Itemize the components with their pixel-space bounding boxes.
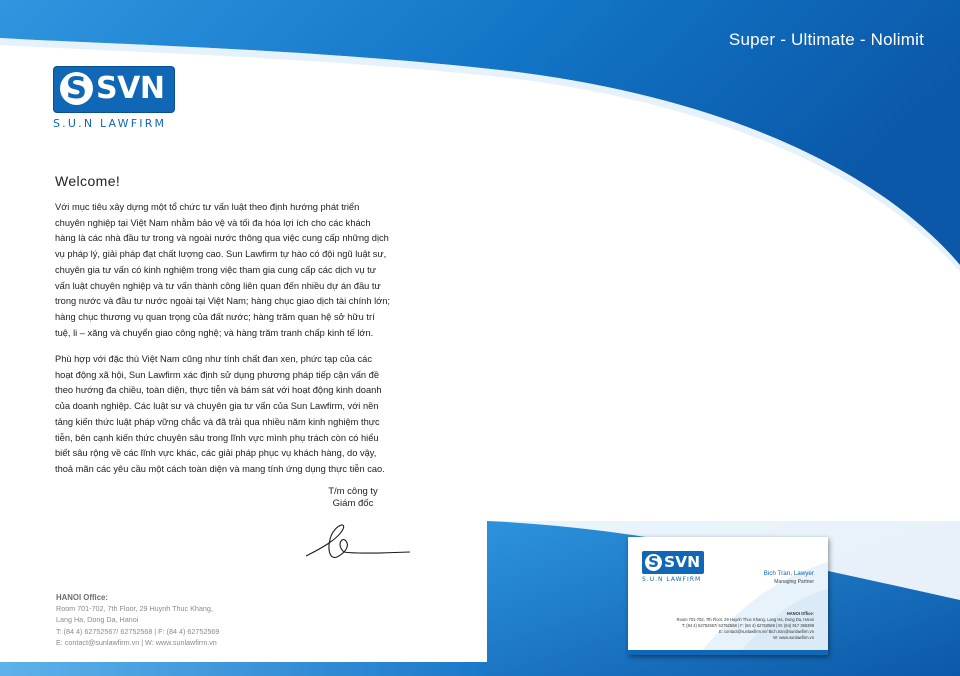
logo-badge — [53, 66, 175, 113]
card-logo-subtitle: S.U.N LAWFIRM — [642, 576, 702, 583]
sign-title: T/m công ty — [328, 486, 378, 497]
business-card — [628, 537, 828, 655]
card-logo-word: SVN — [664, 553, 701, 571]
tagline: Super - Ultimate - Nolimit — [728, 30, 924, 49]
card-contact-name — [764, 570, 814, 586]
svn-logo — [53, 66, 175, 130]
card-web: W: www.sunlawfirm.vn — [773, 634, 814, 640]
office-line-4: E: contact@sunlawfirm.vn | W: www.sunlawfirm.vn — [56, 637, 217, 647]
card-logo-badge — [642, 551, 704, 574]
card-logo-letter: S — [648, 553, 659, 571]
letter-paragraph-2: Phù hợp với đặc thù Việt Nam cũng như tính chất đan xen, phức tạp của các hoạt động xã hội, Sun Lawfirm xác định sử dụng phương pháp tiếp cận vấn đề theo hướng đa chiều, toàn diện, thực tiễn và bám sát với hoạt động kinh doanh của doanh nghiệp. Các luật sư và chuyên gia tư vấn của Sun Lawfirm, với nền tảng kiến thức luật pháp vững chắc và đã trải qua nhiều năm kinh nghiệm thực tiễn, bên cạnh kiến thức chuyên sâu trong lĩnh vực mình phụ trách còn có hiểu biết sâu rộng về các lĩnh vực khác, các giải pháp phục vụ khách hàng, do vậy, thoả mãn các yêu cầu một cách toàn diện và mang tính ứng dụng thực tiễn cao. — [55, 354, 385, 474]
office-line-3: T: (84 4) 62752567/ 62752568 | F: (84 4) 62752569 — [56, 626, 220, 636]
letter-paragraph-1: Với mục tiêu xây dựng một tổ chức tư vấn luật theo định hướng phát triển chuyên nghiệp tại Việt Nam nhằm bảo vệ và tối đa hóa lợi ích cho các khách hàng là các nhà đầu tư trong và ngoài nước thông qua việc cung cấp những dịch vụ pháp lý, giải pháp đạt chất lượng cao. Sun Lawfirm tự hào có đội ngũ luật sư, chuyên gia tư vấn có kinh nghiệm trong việc tham gia cung cấp các dịch vụ tư vấn luật chuyên nghiệp và tư vấn thành công liên quan đến nhiều dự án đầu tư trong nước và đầu tư nước ngoài tại Việt Nam; hàng chục giao dịch tài chính lớn; hàng chục thương vụ quan trọng của đất nước; hàng trăm quan hệ sở hữu trí tuệ, li – xăng và chuyển giao công nghệ; và hàng trăm tranh chấp kinh tế lớn. — [55, 202, 390, 338]
card-phones: T: (84 4) 62752567/ 62752568 | F: (84 4) 62752569 | M: (84) 917 366399 — [681, 622, 814, 628]
signature-block — [318, 486, 388, 510]
logo-word: SVN — [96, 71, 165, 106]
office-title: HANOI Office: — [56, 593, 108, 602]
logo-letter: S — [66, 71, 87, 105]
logo-subtitle: S.U.N LAWFIRM — [53, 117, 167, 130]
office-address — [56, 592, 219, 648]
card-role: Managing Partner — [774, 579, 814, 585]
footer-strip — [0, 662, 487, 676]
card-email: E: contact@sunlawfirm.vn/ Bich.tran@sunlawfirm.vn — [719, 628, 814, 634]
card-logo — [642, 551, 704, 583]
signature — [306, 525, 410, 557]
office-line-2: Lang Ha, Dong Da, Hanoi — [56, 615, 139, 625]
sign-role: Giám đốc — [332, 498, 374, 509]
card-office-title: HANOI Office: — [786, 611, 814, 616]
card-name: Bich Tran, Lawyer — [763, 570, 814, 577]
card-address: Room 701-702, 7th Floor, 29 Huynh Thuc Khang, Lang Ha, Dong Da, Hanoi — [676, 616, 814, 622]
office-line-1: Room 701-702, 7th Floor, 29 Huynh Thuc Khang, — [56, 604, 213, 614]
card-info — [677, 611, 814, 641]
card-stripe — [628, 650, 828, 655]
greeting: Welcome! — [55, 173, 121, 189]
